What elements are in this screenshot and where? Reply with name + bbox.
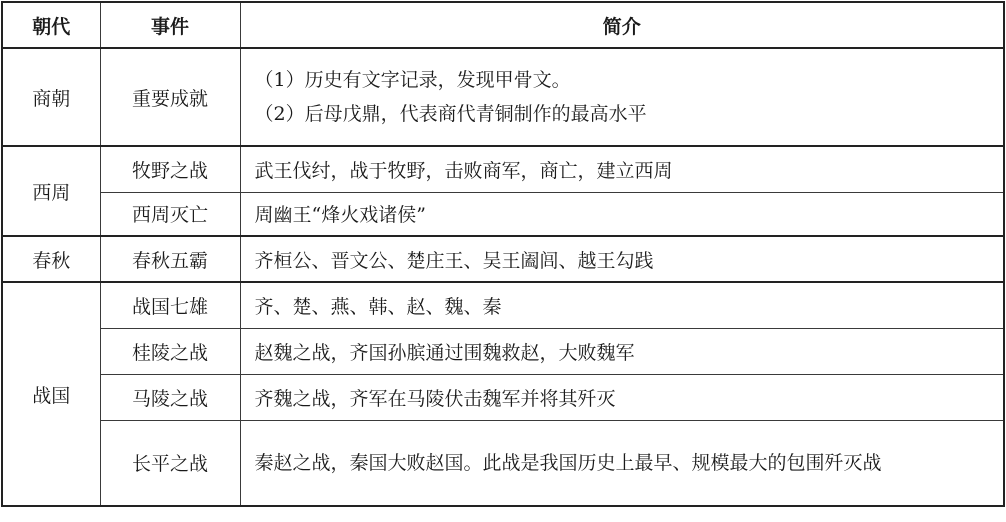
table-row-xizhou-2 [2, 192, 1004, 236]
summary-cell-shang [240, 48, 1004, 146]
event-cell: 西周灭亡 [100, 192, 240, 236]
summary-cell: 周幽王“烽火戏诸侯” [240, 192, 1004, 236]
header-dynasty: 朝代 [2, 2, 100, 48]
dynasty-cell-zhanguo: 战国 [2, 282, 100, 506]
table-row-zhanguo-3 [2, 374, 1004, 420]
summary-line: （2）后母戊鼎，代表商代青铜制作的最高水平 [254, 103, 647, 125]
summary-cell: 齐魏之战，齐军在马陵伏击魏军并将其歼灭 [240, 374, 1004, 420]
dynasty-cell-xizhou: 西周 [2, 146, 100, 236]
event-cell: 春秋五霸 [100, 236, 240, 282]
event-cell: 桂陵之战 [100, 328, 240, 374]
table-row-xizhou-1 [2, 146, 1004, 192]
event-cell-shang: 重要成就 [100, 48, 240, 146]
header-row [2, 2, 1004, 48]
table-row-zhanguo-2 [2, 328, 1004, 374]
dynasty-cell-shang: 商朝 [2, 48, 100, 146]
summary-cell: 武王伐纣，战于牧野，击败商军，商亡，建立西周 [240, 146, 1004, 192]
summary-text: 秦赵之战，秦国大败赵国。此战是我国历史上最早、规模最大的包围歼灭战 [254, 451, 882, 474]
summary-cell [240, 420, 1004, 506]
summary-cell: 赵魏之战，齐国孙膑通过围魏救赵，大败魏军 [240, 328, 1004, 374]
event-cell: 牧野之战 [100, 146, 240, 192]
table-header [2, 2, 1004, 48]
summary-cell: 齐桓公、晋文公、楚庄王、吴王阖闾、越王勾践 [240, 236, 1004, 282]
header-summary: 简介 [240, 2, 1004, 48]
summary-line: （1）历史有文字记录，发现甲骨文。 [254, 69, 571, 91]
history-table-container [1, 1, 1005, 507]
history-table [1, 1, 1005, 507]
table-body [2, 48, 1004, 506]
table-row-zhanguo-4 [2, 420, 1004, 506]
table-row-chunqiu [2, 236, 1004, 282]
event-cell: 马陵之战 [100, 374, 240, 420]
event-cell: 长平之战 [100, 420, 240, 506]
table-row-zhanguo-1 [2, 282, 1004, 328]
event-cell: 战国七雄 [100, 282, 240, 328]
header-event: 事件 [100, 2, 240, 48]
summary-cell: 齐、楚、燕、韩、赵、魏、秦 [240, 282, 1004, 328]
table-row-shang [2, 48, 1004, 146]
dynasty-cell-chunqiu: 春秋 [2, 236, 100, 282]
